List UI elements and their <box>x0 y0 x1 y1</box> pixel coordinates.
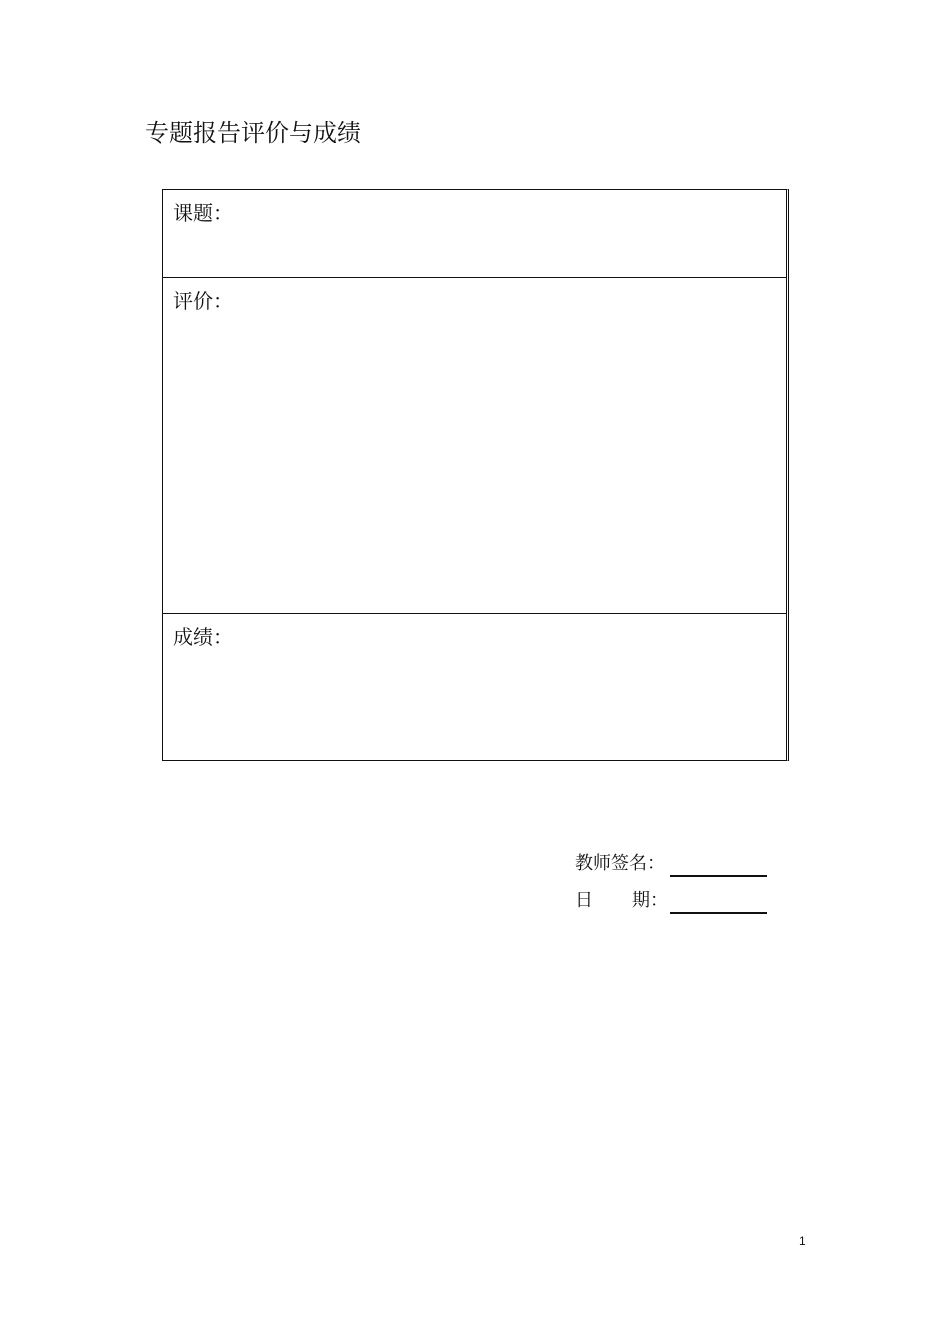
date-line <box>575 887 775 924</box>
signature-block <box>575 850 775 924</box>
topic-row <box>163 190 786 277</box>
grade-label: 成绩： <box>173 625 233 649</box>
date-label-second: 期： <box>632 890 668 911</box>
grade-row <box>163 613 786 761</box>
grade-field[interactable] <box>253 622 776 753</box>
date-label-first: 日 <box>575 890 593 911</box>
comment-field[interactable] <box>253 286 776 605</box>
page-number: 1 <box>799 1234 806 1248</box>
teacher-signature-label: 教师签名： <box>575 853 665 874</box>
evaluation-table <box>162 189 789 761</box>
comment-row <box>163 277 786 613</box>
teacher-signature-field[interactable] <box>670 875 767 877</box>
topic-label: 课题： <box>173 201 233 225</box>
date-field[interactable] <box>670 912 767 914</box>
topic-field[interactable] <box>253 198 776 269</box>
page-title: 专题报告评价与成绩 <box>145 119 361 147</box>
teacher-signature-line <box>575 850 775 887</box>
comment-label: 评价： <box>173 289 233 313</box>
